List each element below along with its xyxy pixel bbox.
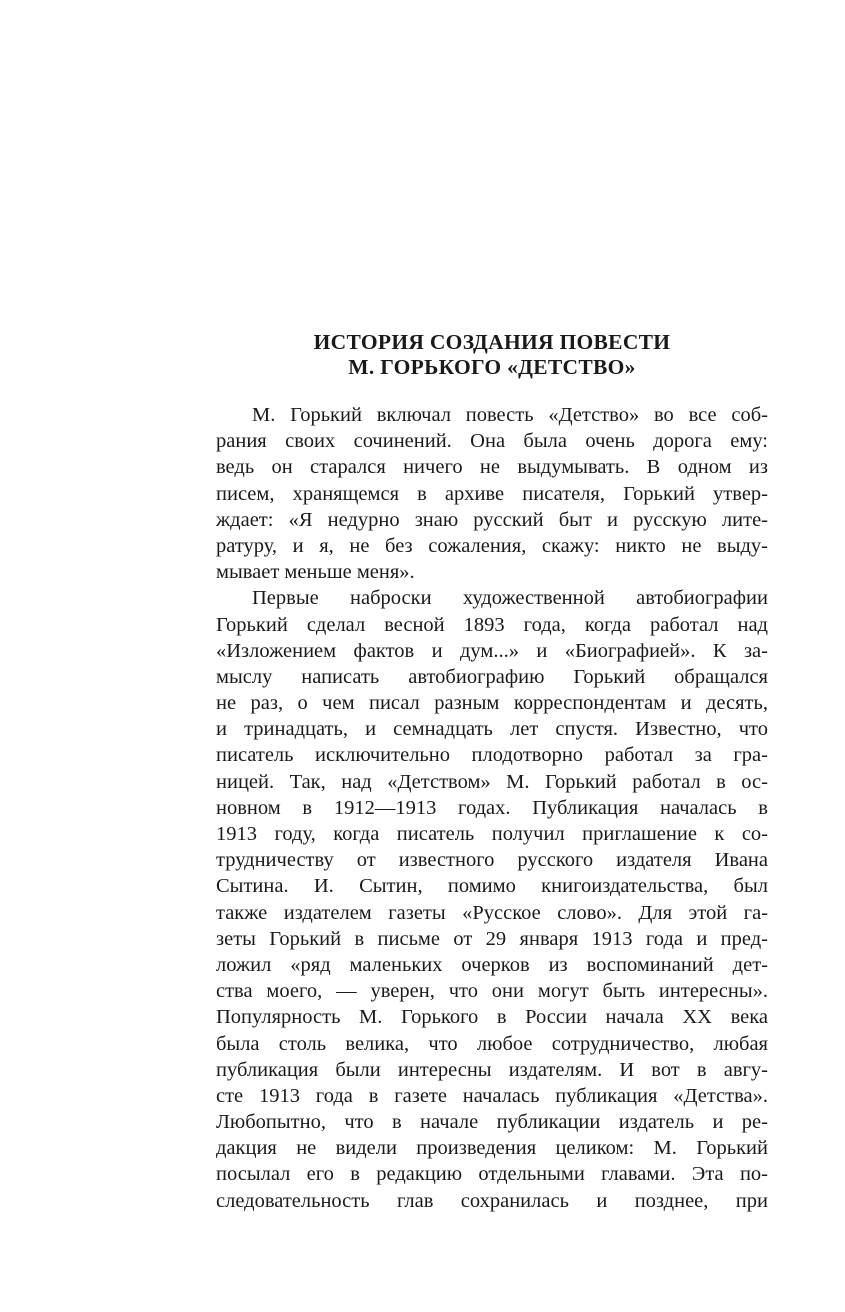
text-line: рания своих сочинений. Она была очень дорога ему:	[216, 430, 768, 453]
text-line: не раз, о чем писал разным корреспондентам и десять,	[216, 692, 768, 715]
text-line: Горький сделал весной 1893 года, когда работал над	[216, 613, 768, 636]
text-line: ницей. Так, над «Детством» М. Горький работал в ос-	[216, 770, 768, 793]
text-line: мыслу написать автобиографию Горький обращался	[216, 665, 768, 688]
text-line: и тринадцать, и семнадцать лет спустя. Известно, что	[216, 718, 768, 741]
text-line: ведь он старался ничего не выдумывать. В одном из	[216, 456, 768, 479]
text-line: мывает меньше меня».	[216, 561, 415, 584]
text-line: сте 1913 года в газете началась публикация «Детства».	[216, 1084, 768, 1107]
text-line: посылал его в редакцию отдельными главами. Эта по-	[216, 1163, 768, 1186]
text-line: зеты Горький в письме от 29 января 1913 года и пред-	[216, 927, 768, 950]
text-line: ратуру, и я, не без сожаления, скажу: никто не выду-	[216, 534, 768, 557]
text-line: была столь велика, что любое сотрудничество, любая	[216, 1032, 768, 1055]
text-line: Первые наброски художественной автобиографии	[252, 587, 768, 610]
paragraph-1	[216, 402, 768, 585]
text-line: ложил «ряд маленьких очерков из воспоминаний дет-	[216, 953, 768, 976]
text-line: «Изложением фактов и дум...» и «Биографией». К за-	[216, 639, 768, 662]
text-line: следовательность глав сохранилась и позднее, при	[216, 1189, 768, 1212]
text-line: трудничеству от известного русского издателя Ивана	[216, 849, 768, 872]
text-line: Популярность М. Горького в России начала XX века	[216, 1006, 768, 1029]
text-line: публикация были интересны издателям. И вот в авгу-	[216, 1058, 768, 1081]
body-text	[216, 402, 768, 1214]
paragraph-2	[216, 585, 768, 1214]
page	[216, 330, 768, 1214]
text-line: ждает: «Я недурно знаю русский быт и русскую лите-	[216, 508, 768, 531]
text-line: новном в 1912—1913 годах. Публикация началась в	[216, 796, 768, 819]
chapter-title-line-1: ИСТОРИЯ СОЗДАНИЯ ПОВЕСТИ	[313, 330, 671, 354]
text-line: Любопытно, что в начале публикации издатель и ре-	[216, 1111, 768, 1134]
text-line: дакция не видели произведения целиком: М. Горький	[216, 1137, 768, 1160]
text-line: 1913 году, когда писатель получил приглашение к со-	[216, 823, 768, 845]
text-line: ства моего, — уверен, что они могут быть интересны».	[216, 980, 768, 1003]
chapter-title	[216, 330, 768, 380]
text-line: писем, хранящемся в архиве писателя, Горький утвер-	[216, 482, 768, 505]
text-line: писатель исключительно плодотворно работал за гра-	[216, 744, 768, 767]
text-line: также издателем газеты «Русское слово». Для этой га-	[216, 901, 768, 924]
text-line: М. Горький включал повесть «Детство» во все соб-	[252, 404, 768, 426]
text-line: Сытина. И. Сытин, помимо книгоиздательства, был	[216, 875, 768, 898]
chapter-title-line-2: М. ГОРЬКОГО «ДЕТСТВО»	[348, 355, 636, 379]
